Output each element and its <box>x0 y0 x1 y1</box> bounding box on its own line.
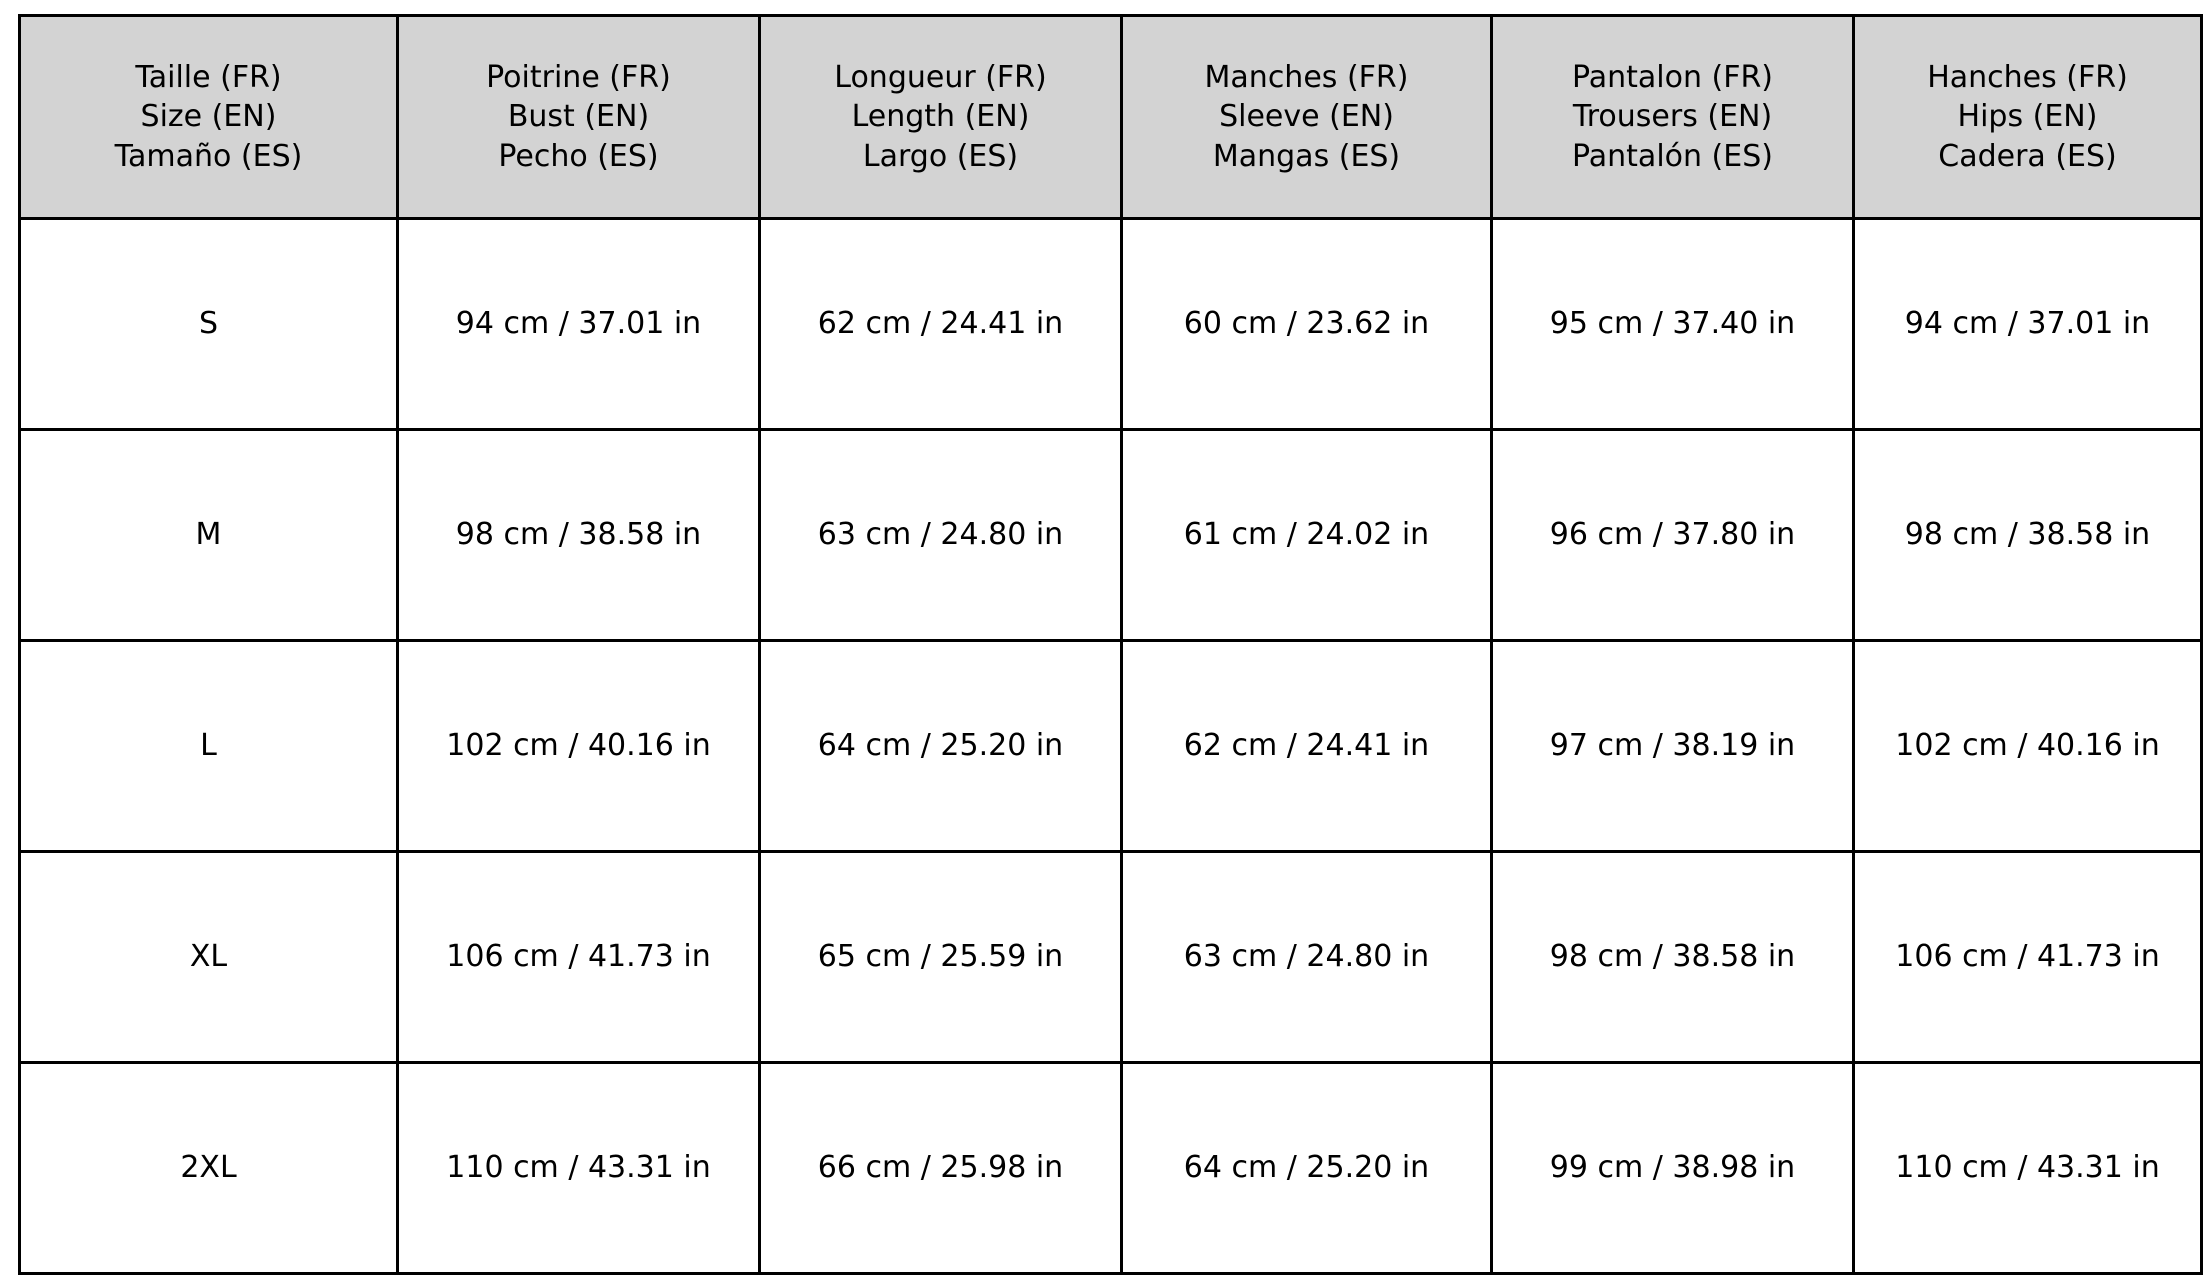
cell-trousers: 98 cm / 38.58 in <box>1492 852 1854 1063</box>
column-header-line-es: Cadera (ES) <box>1938 138 2117 174</box>
cell-hips: 102 cm / 40.16 in <box>1854 641 2202 852</box>
cell-bust: 98 cm / 38.58 in <box>398 430 760 641</box>
column-header-line-fr: Poitrine (FR) <box>486 59 671 95</box>
cell-trousers: 97 cm / 38.19 in <box>1492 641 1854 852</box>
column-header-line-en: Bust (EN) <box>507 99 650 135</box>
table-row <box>20 1063 2202 1274</box>
column-header-line-en: Sleeve (EN) <box>1219 99 1394 135</box>
column-header-line-es: Largo (ES) <box>862 138 1019 174</box>
column-header-line-fr: Pantalon (FR) <box>1571 59 1774 95</box>
cell-bust: 102 cm / 40.16 in <box>398 641 760 852</box>
column-header-line-fr: Manches (FR) <box>1204 59 1409 95</box>
cell-length: 66 cm / 25.98 in <box>760 1063 1122 1274</box>
column-header-line-en: Hips (EN) <box>1957 99 2098 135</box>
column-header-line-fr: Longueur (FR) <box>834 59 1047 95</box>
cell-length: 65 cm / 25.59 in <box>760 852 1122 1063</box>
column-header-length <box>760 16 1122 219</box>
column-header-line-en: Length (EN) <box>851 99 1030 135</box>
table-body <box>20 219 2202 1274</box>
table-header-row <box>20 16 2202 219</box>
cell-bust: 110 cm / 43.31 in <box>398 1063 760 1274</box>
column-header-bust <box>398 16 760 219</box>
column-header-line-es: Tamaño (ES) <box>114 138 303 174</box>
cell-trousers: 99 cm / 38.98 in <box>1492 1063 1854 1274</box>
column-header-hips <box>1854 16 2202 219</box>
column-header-line-es: Mangas (ES) <box>1212 138 1401 174</box>
table-row <box>20 430 2202 641</box>
cell-bust: 106 cm / 41.73 in <box>398 852 760 1063</box>
cell-sleeve: 63 cm / 24.80 in <box>1122 852 1492 1063</box>
column-header-line-fr: Hanches (FR) <box>1927 59 2128 95</box>
column-header-line-en: Trousers (EN) <box>1572 99 1773 135</box>
table-header <box>20 16 2202 219</box>
cell-size: 2XL <box>20 1063 398 1274</box>
cell-hips: 98 cm / 38.58 in <box>1854 430 2202 641</box>
cell-hips: 110 cm / 43.31 in <box>1854 1063 2202 1274</box>
cell-sleeve: 61 cm / 24.02 in <box>1122 430 1492 641</box>
cell-size: XL <box>20 852 398 1063</box>
table-row <box>20 852 2202 1063</box>
cell-length: 64 cm / 25.20 in <box>760 641 1122 852</box>
cell-size: S <box>20 219 398 430</box>
cell-sleeve: 64 cm / 25.20 in <box>1122 1063 1492 1274</box>
cell-length: 62 cm / 24.41 in <box>760 219 1122 430</box>
cell-trousers: 95 cm / 37.40 in <box>1492 219 1854 430</box>
cell-hips: 106 cm / 41.73 in <box>1854 852 2202 1063</box>
cell-length: 63 cm / 24.80 in <box>760 430 1122 641</box>
cell-size: L <box>20 641 398 852</box>
cell-bust: 94 cm / 37.01 in <box>398 219 760 430</box>
table-row <box>20 219 2202 430</box>
cell-size: M <box>20 430 398 641</box>
column-header-size <box>20 16 398 219</box>
cell-sleeve: 62 cm / 24.41 in <box>1122 641 1492 852</box>
cell-sleeve: 60 cm / 23.62 in <box>1122 219 1492 430</box>
column-header-line-en: Size (EN) <box>140 99 277 135</box>
size-chart-table <box>18 14 2203 1275</box>
column-header-line-fr: Taille (FR) <box>135 59 282 95</box>
cell-hips: 94 cm / 37.01 in <box>1854 219 2202 430</box>
cell-trousers: 96 cm / 37.80 in <box>1492 430 1854 641</box>
table-row <box>20 641 2202 852</box>
column-header-sleeve <box>1122 16 1492 219</box>
column-header-trousers <box>1492 16 1854 219</box>
column-header-line-es: Pantalón (ES) <box>1572 138 1773 174</box>
column-header-line-es: Pecho (ES) <box>498 138 659 174</box>
